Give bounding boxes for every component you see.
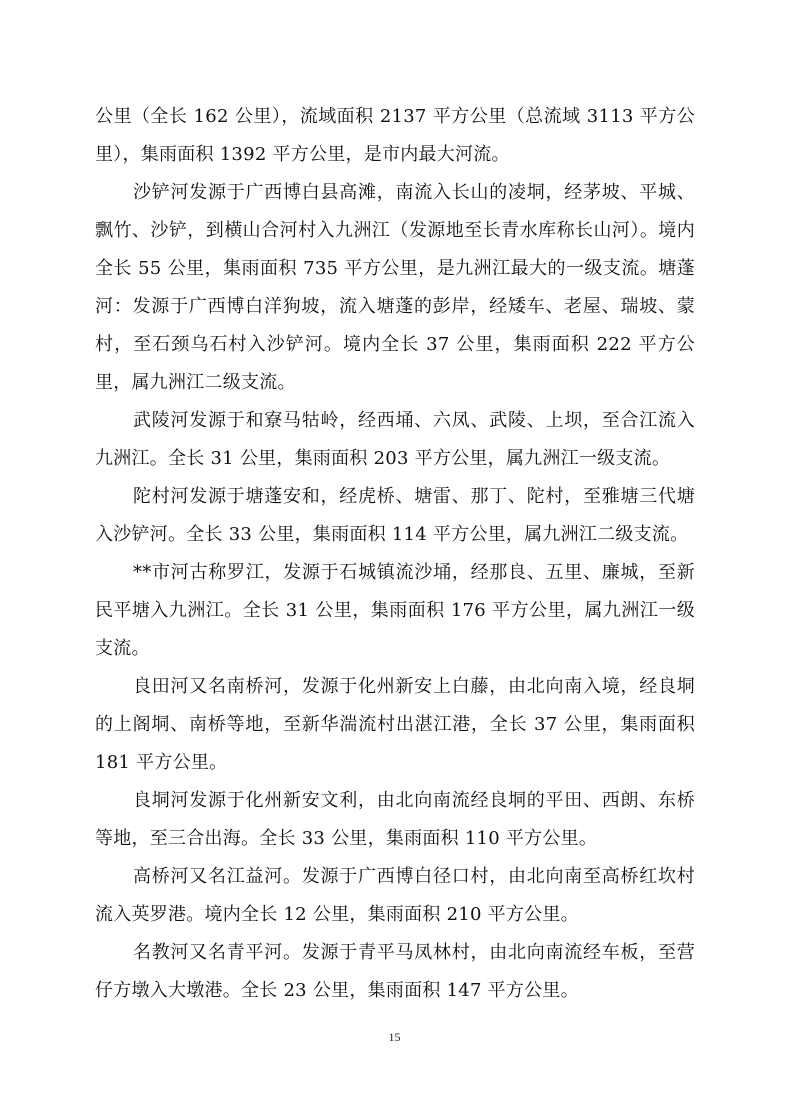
paragraph-city-river: **市河古称罗江，发源于石城镇流沙埇，经那良、五里、廉城，至新民平塘入九洲江。全长 31 公里，集雨面积 176 平方公里，属九洲江一级支流。 — [95, 562, 695, 659]
paragraph-mingjiao-river: 名教河又名青平河。发源于青平马凤林村，由北向南流经车板，至营仔方墩入大墩港。全长 23 公里，集雨面积 147 平方公里。 — [95, 942, 695, 1001]
paragraph-liangtian-river: 良田河又名南桥河，发源于化州新安上白藤，由北向南入境，经良垌的上阁垌、南桥等地，至新华湍流村出湛江港，全长 37 公里，集雨面积 181 平方公里。 — [95, 676, 695, 773]
paragraph-continuation: 公里（全长 162 公里），流域面积 2137 平方公里（总流域 3113 平方公里），集雨面积 1392 平方公里，是市内最大河流。 — [95, 106, 695, 165]
page-number: 15 — [388, 1030, 401, 1044]
paragraph-wuling-river: 武陵河发源于和寮马牯岭，经西埇、六凤、武陵、上坝，至合江流入九洲江。全长 31 公里，集雨面积 203 平方公里，属九洲江一级支流。 — [95, 410, 695, 469]
paragraph-shachan-river: 沙铲河发源于广西博白县高滩，南流入长山的凌垌，经茅坡、平城、飘竹、沙铲，到横山合河村入九洲江（发源地至长青水库称长山河）。境内全长 55 公里，集雨面积 735 平方公里，是九洲江最大的一级支流。塘蓬河：发源于广西博白洋狗坡，流入塘蓬的彭岸，经矮车、老屋、瑞坡、蒙村，至石颈乌石村入沙铲河。境内全长 37 公里，集雨面积 222 平方公里，属九洲江二级支流。 — [95, 182, 695, 393]
paragraph-gaoqiao-river: 高桥河又名江益河。发源于广西博白径口村，由北向南至高桥红坎村流入英罗港。境内全长 12 公里，集雨面积 210 平方公里。 — [95, 866, 695, 925]
paragraph-liangdong-river: 良垌河发源于化州新安文利，由北向南流经良垌的平田、西朗、东桥等地，至三合出海。全长 33 公里，集雨面积 110 平方公里。 — [95, 790, 695, 849]
body-text — [95, 98, 695, 1010]
paragraph-tuocun-river: 陀村河发源于塘蓬安和，经虎桥、塘雷、那丁、陀村，至雅塘三代塘入沙铲河。全长 33 公里，集雨面积 114 平方公里，属九洲江二级支流。 — [95, 486, 695, 545]
